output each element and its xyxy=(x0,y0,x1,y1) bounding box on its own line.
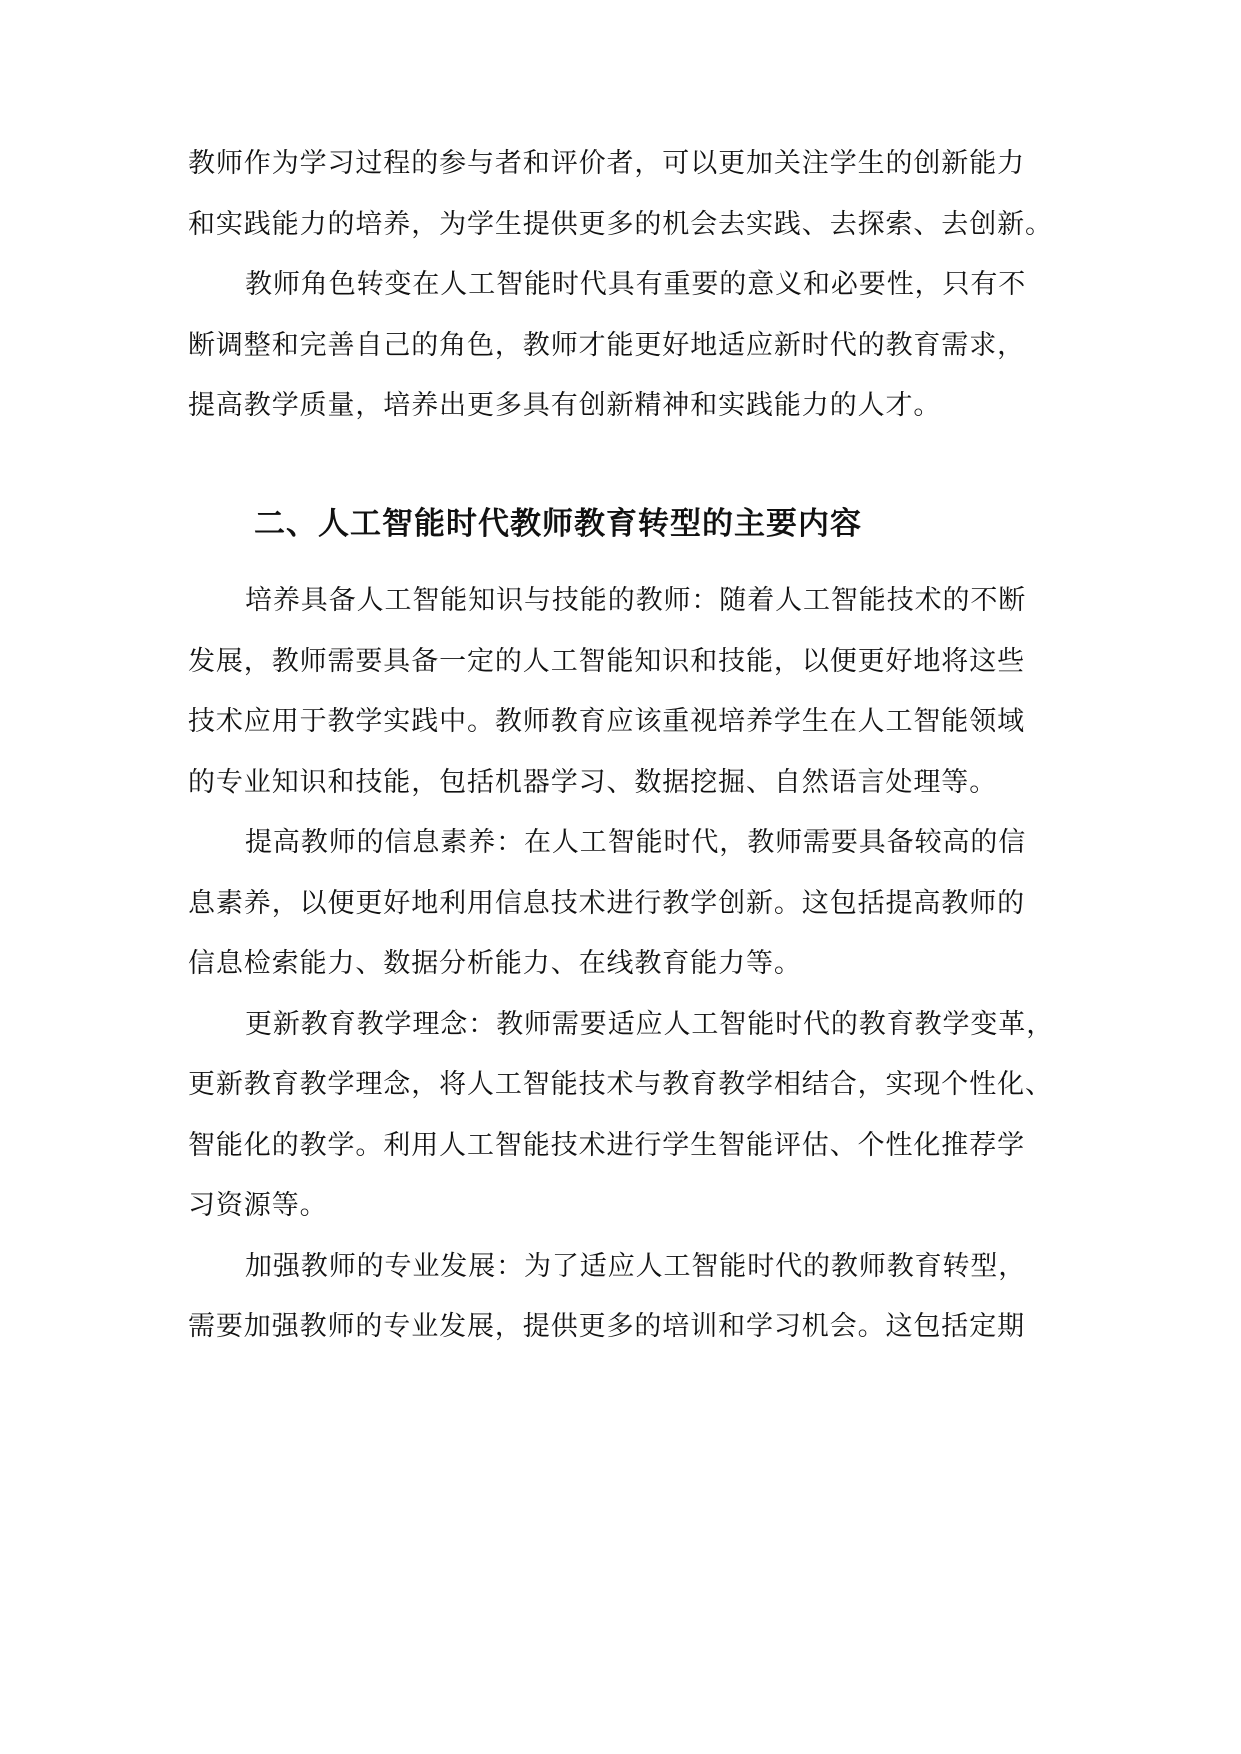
paragraph-4 xyxy=(188,824,1056,982)
paragraph-6 xyxy=(188,1248,1056,1346)
text-line: 和实践能力的培养，为学生提供更多的机会去实践、去探索、去创新。 xyxy=(188,208,1053,240)
text-line: 需要加强教师的专业发展，提供更多的培训和学习机会。这包括定期 xyxy=(188,1311,1025,1342)
paragraph-3 xyxy=(188,582,1056,801)
paragraph-1 xyxy=(188,145,1056,243)
text-line: 教师角色转变在人工智能时代具有重要的意义和必要性，只有不 xyxy=(245,269,1027,300)
text-line: 提高教师的信息素养：在人工智能时代，教师需要具备较高的信 xyxy=(245,827,1027,858)
text-line: 发展，教师需要具备一定的人工智能知识和技能，以便更好地将这些 xyxy=(188,645,1025,677)
document-page xyxy=(188,145,1056,1369)
text-line: 教师作为学习过程的参与者和评价者，可以更加关注学生的创新能力 xyxy=(188,148,1025,179)
paragraph-2 xyxy=(188,266,1056,424)
text-line: 的专业知识和技能，包括机器学习、数据挖掘、自然语言处理等。 xyxy=(188,766,998,798)
text-line: 息素养，以便更好地利用信息技术进行教学创新。这包括提高教师的 xyxy=(188,887,1025,919)
text-line: 更新教育教学理念：教师需要适应人工智能时代的教育教学变革， xyxy=(245,1008,1055,1040)
text-line: 技术应用于教学实践中。教师教育应该重视培养学生在人工智能领域 xyxy=(188,706,1025,737)
text-line: 习资源等。 xyxy=(188,1190,328,1221)
text-line: 更新教育教学理念，将人工智能技术与教育教学相结合，实现个性化、 xyxy=(188,1069,1053,1100)
text-line: 智能化的教学。利用人工智能技术进行学生智能评估、个性化推荐学 xyxy=(188,1129,1025,1161)
paragraph-5 xyxy=(188,1006,1056,1225)
text-line: 提高教学质量，培养出更多具有创新精神和实践能力的人才。 xyxy=(188,390,942,421)
text-line: 断调整和完善自己的角色，教师才能更好地适应新时代的教育需求， xyxy=(188,329,1025,361)
section-heading: 二、人工智能时代教师教育转型的主要内容 xyxy=(254,506,862,542)
text-line: 培养具备人工智能知识与技能的教师：随着人工智能技术的不断 xyxy=(245,585,1027,616)
text-line: 信息检索能力、数据分析能力、在线教育能力等。 xyxy=(188,948,802,979)
text-line: 加强教师的专业发展：为了适应人工智能时代的教师教育转型， xyxy=(245,1250,1027,1282)
